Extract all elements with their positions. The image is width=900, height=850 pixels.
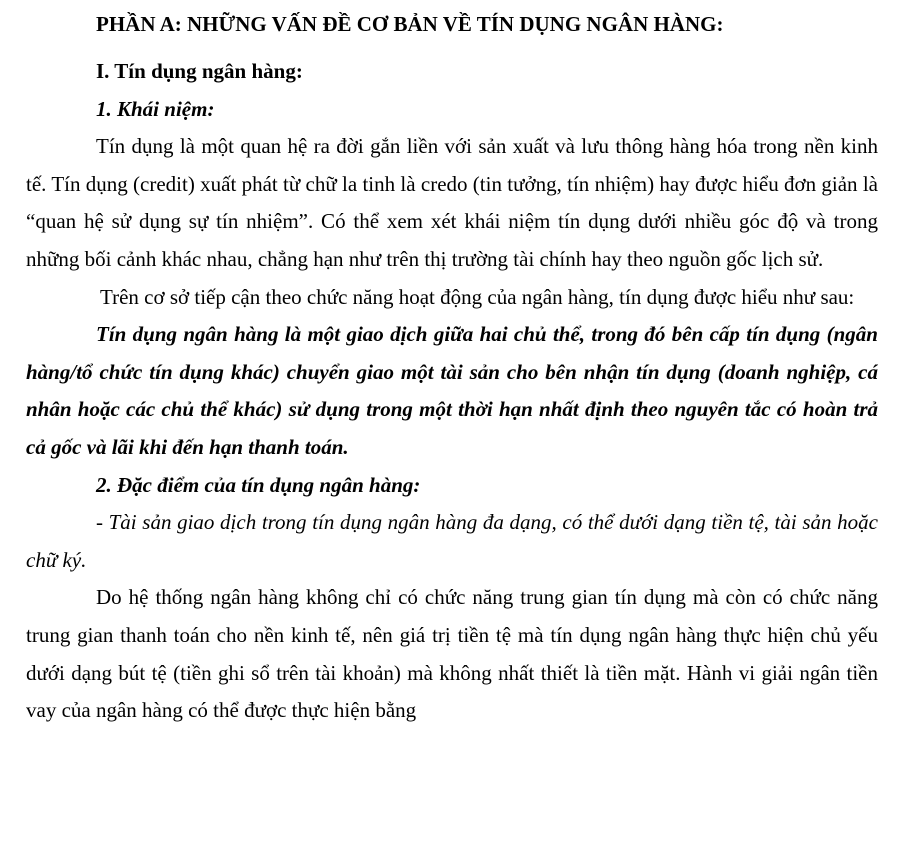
concept-heading: 1. Khái niệm: xyxy=(96,96,215,121)
approach-paragraph: Trên cơ sở tiếp cận theo chức năng hoạt động của ngân hàng, tín dụng được hiểu như sau: xyxy=(100,284,855,309)
concept-paragraph: Tín dụng là một quan hệ ra đời gắn liền với sản xuất và lưu thông hàng hóa trong nền kinh tế. Tín dụng (credit) xuất phát từ chữ la tinh là credo (tin tưởng, tín nhiệm) hay được hiểu đơn giản là “quan hệ sử dụng sự tín nhiệm”. Có thể xem xét khái niệm tín dụng dưới nhiều góc độ và trong những bối cảnh khác nhau, chẳng hạn như trên thị trường tài chính hay theo nguồn gốc lịch sử. xyxy=(26,134,878,271)
section-title: I. Tín dụng ngân hàng: xyxy=(96,59,303,83)
part-title: PHẦN A: NHỮNG VẤN ĐỀ CƠ BẢN VỀ TÍN DỤNG NGÂN HÀNG: xyxy=(96,12,724,36)
feature-item: - Tài sản giao dịch trong tín dụng ngân hàng đa dạng, có thể dưới dạng tiền tệ, tài sản hoặc chữ ký. xyxy=(26,510,878,572)
explanation-paragraph: Do hệ thống ngân hàng không chỉ có chức năng trung gian tín dụng mà còn có chức năng trung gian thanh toán cho nền kinh tế, nên giá trị tiền tệ mà tín dụng ngân hàng thực hiện chủ yếu dưới dạng bút tệ (tiền ghi sổ trên tài khoản) mà không nhất thiết là tiền mặt. Hành vi giải ngân tiền vay của ngân hàng có thể được thực hiện bằng xyxy=(26,585,878,723)
features-heading: 2. Đặc điểm của tín dụng ngân hàng: xyxy=(96,472,421,497)
definition-paragraph: Tín dụng ngân hàng là một giao dịch giữa hai chủ thể, trong đó bên cấp tín dụng (ngân hàng/tổ chức tín dụng khác) chuyển giao một tài sản cho bên nhận tín dụng (doanh nghiệp, cá nhân hoặc các chủ thể khác) sử dụng trong một thời hạn nhất định theo nguyên tắc có hoàn trả cả gốc và lãi khi đến hạn thanh toán. xyxy=(26,322,878,459)
